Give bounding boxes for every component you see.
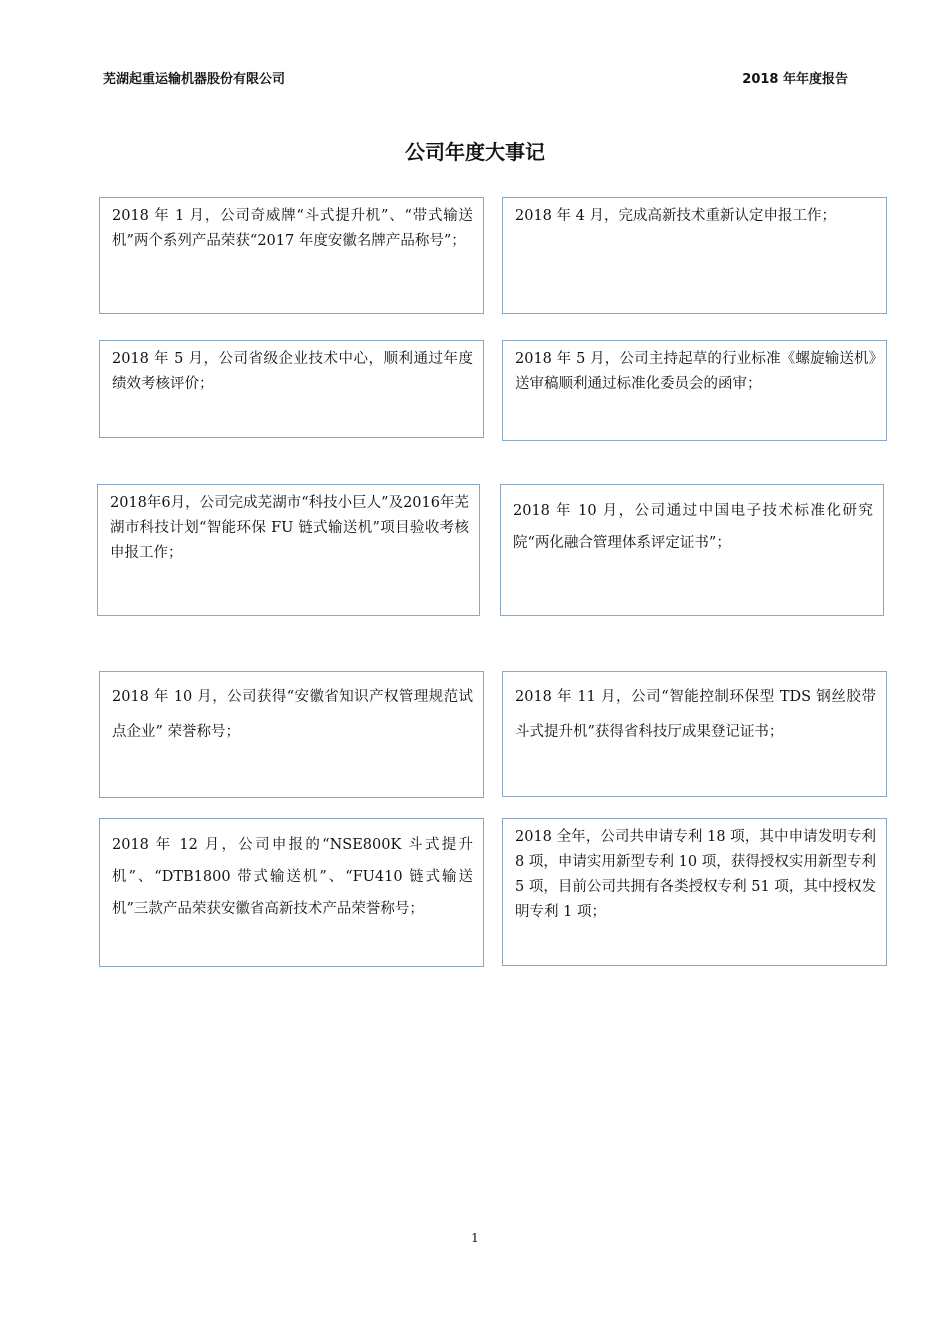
event-box-oct-ip-pilot: 2018 年 10 月，公司获得“安徽省知识产权管理规范试点企业” 荣誉称号；: [99, 671, 484, 798]
event-box-annual-patents: 2018 全年，公司共申请专利 18 项，其中申请发明专利 8 项，申请实用新型专利 10 项，获得授权实用新型专利 5 项，目前公司共拥有各类授权专利 51 项，其中授权发明专利 1 项；: [502, 818, 887, 966]
event-box-jun-tech-giant: 2018年6月，公司完成芜湖市“科技小巨人”及2016年芜湖市科技计划“智能环保 FU 链式输送机”项目验收考核申报工作；: [97, 484, 480, 616]
event-box-jan-brand-award: 2018 年 1 月，公司奇威牌“斗式提升机”、“带式输送机”两个系列产品荣获“2017 年度安徽名牌产品称号”；: [99, 197, 484, 314]
event-box-may-tech-center: 2018 年 5 月，公司省级企业技术中心，顺利通过年度绩效考核评价；: [99, 340, 484, 438]
event-box-dec-products-award: 2018 年 12 月，公司申报的“NSE800K 斗式提升机”、“DTB1800 带式输送机”、“FU410 链式输送机”三款产品荣获安徽省高新技术产品荣誉称号；: [99, 818, 484, 967]
event-box-may-industry-standard: 2018 年 5 月，公司主持起草的行业标准《螺旋输送机》送审稿顺利通过标准化委员会的函审；: [502, 340, 887, 441]
event-box-oct-integration-cert: 2018 年 10 月，公司通过中国电子技术标准化研究院“两化融合管理体系评定证书”；: [500, 484, 884, 616]
page-title: 公司年度大事记: [405, 140, 545, 164]
header-report-title: 2018 年年度报告: [742, 72, 848, 87]
event-box-nov-tds-elevator: 2018 年 11 月，公司“智能控制环保型 TDS 钢丝胶带斗式提升机”获得省科技厅成果登记证书；: [502, 671, 887, 797]
page-number: 1: [471, 1231, 479, 1245]
event-box-apr-high-tech-recert: 2018 年 4 月，完成高新技术重新认定申报工作；: [502, 197, 887, 314]
header-company-name: 芜湖起重运输机器股份有限公司: [103, 72, 286, 87]
